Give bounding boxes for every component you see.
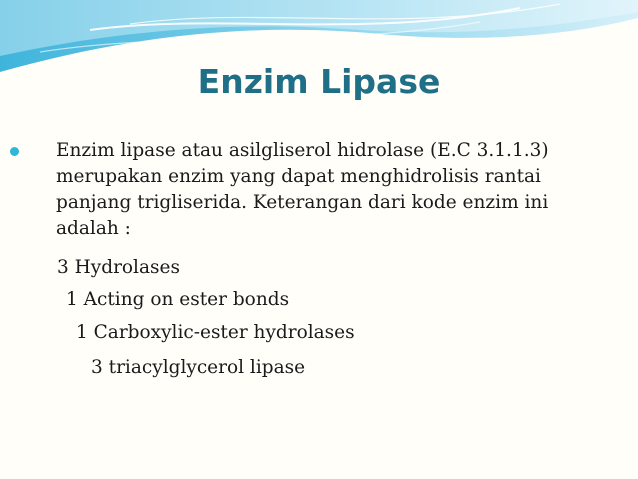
- slide-title: Enzim Lipase: [197, 62, 441, 101]
- ec-level-sub-subclass: 1 Carboxylic-ester hydrolases: [76, 322, 355, 343]
- ec-level-class: 3 Hydrolases: [57, 257, 180, 278]
- bullet-dot-icon: [10, 147, 19, 156]
- bullet-text-line: merupakan enzim yang dapat menghidrolisis rantai: [56, 166, 541, 187]
- ec-level-serial: 3 triacylglycerol lipase: [91, 357, 306, 378]
- bullet-text-line: adalah :: [56, 218, 131, 239]
- bullet-text-line: Enzim lipase atau asilgliserol hidrolase (E.C 3.1.1.3): [56, 140, 549, 161]
- ec-level-subclass: 1 Acting on ester bonds: [66, 289, 290, 310]
- bullet-text-line: panjang trigliserida. Keterangan dari kode enzim ini: [56, 192, 549, 213]
